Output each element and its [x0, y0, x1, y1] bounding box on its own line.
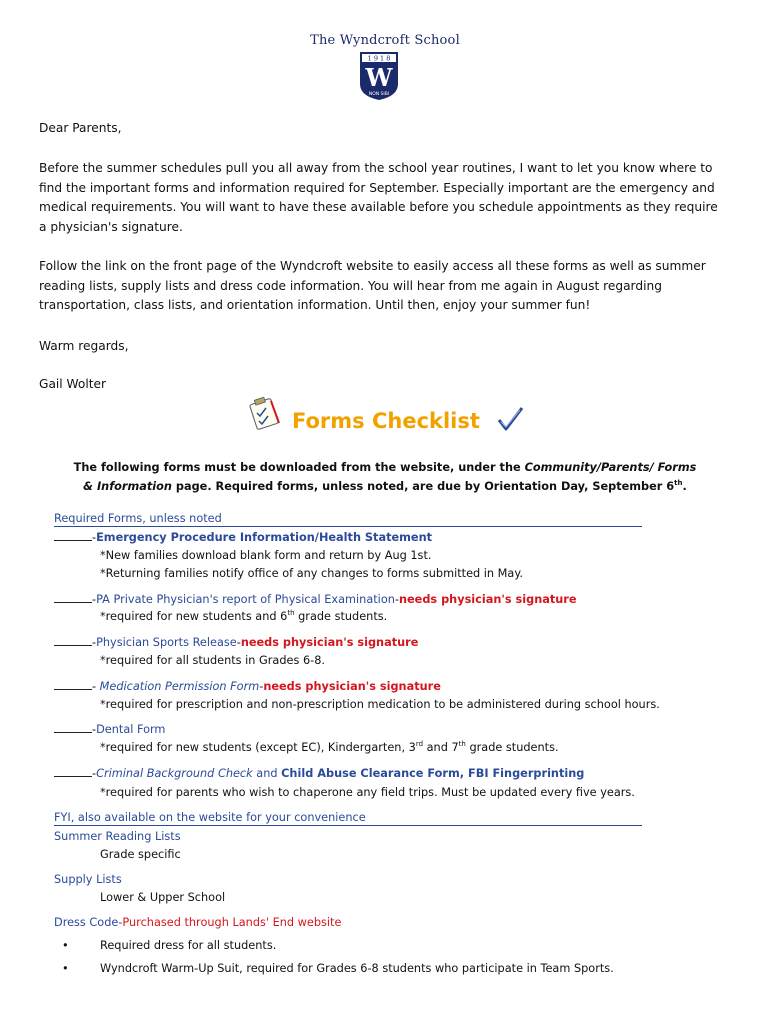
paragraph-1: Before the summer schedules pull you all away from the school year routines, I want to let you know where to find the important forms and information required for September. Especially important are the emergency and medical requirements. You will want to have these available before you schedule appointments as they require a physician's signature.	[39, 161, 718, 234]
form-item-medication: - Medication Permission Form-needs physician's signature	[54, 679, 441, 694]
dress-item: Required dress for all students.	[100, 939, 277, 952]
supply-lists-title: Supply Lists	[54, 873, 122, 886]
checkbox-blank[interactable]	[54, 766, 92, 777]
checkbox-blank[interactable]	[54, 722, 92, 733]
required-forms-heading: Required Forms, unless noted	[54, 511, 642, 527]
form-note: *required for new students and 6th grade students.	[100, 609, 388, 623]
school-crest-logo	[358, 50, 400, 102]
summer-reading-note: Grade specific	[100, 848, 181, 861]
checkbox-blank[interactable]	[54, 635, 92, 646]
clipboard-icon	[243, 395, 283, 431]
bullet-icon: •	[62, 962, 69, 975]
checkbox-blank[interactable]	[54, 530, 92, 541]
form-item-dental: -Dental Form	[54, 722, 165, 737]
bullet-icon: •	[62, 939, 69, 952]
checkbox-blank[interactable]	[54, 679, 92, 690]
form-note: *required for prescription and non-prescription medication to be administered during school hours.	[100, 698, 660, 711]
dress-item: Wyndcroft Warm-Up Suit, required for Grades 6-8 students who participate in Team Sports.	[100, 962, 614, 975]
summer-reading-title: Summer Reading Lists	[54, 830, 181, 843]
crest-motto: NON SIBI	[368, 92, 390, 97]
dress-code-title: Dress Code-Purchased through Lands' End website	[54, 916, 342, 929]
form-note: *required for all students in Grades 6-8.	[100, 654, 325, 667]
school-name: The Wyndcroft School	[310, 33, 460, 48]
crest-letter: W	[365, 63, 393, 92]
form-item-sports: -Physician Sports Release-needs physician's signature	[54, 635, 418, 650]
form-note: *required for new students (except EC), Kindergarten, 3rd and 7th grade students.	[100, 740, 559, 754]
paragraph-2: Follow the link on the front page of the Wyndcroft website to easily access all these forms as well as summer reading lists, supply lists and dress code information. You will hear from me again in August regarding transportation, class lists, and orientation information. Until then, enjoy your summer fun!	[39, 259, 706, 312]
checkmark-icon	[496, 405, 524, 433]
checklist-intro: The following forms must be downloaded from the website, under the Community/Parents/ Forms & Information page. Required forms, unless noted, are due by Orientation Day, September 6th.	[73, 461, 697, 493]
checkbox-blank[interactable]	[54, 592, 92, 603]
form-note: *New families download blank form and return by Aug 1st.	[100, 549, 432, 562]
crest-year: 1 9 1 8	[367, 54, 391, 63]
form-note: *Returning families notify office of any changes to forms submitted in May.	[100, 567, 524, 580]
form-item-criminal-check: -Criminal Background Check and Child Abuse Clearance Form, FBI Fingerprinting	[54, 766, 584, 781]
closing: Warm regards,	[39, 339, 129, 353]
form-item-emergency: -Emergency Procedure Information/Health Statement	[54, 530, 432, 545]
form-note: *required for parents who wish to chaperone any field trips. Must be updated every five years.	[100, 786, 635, 799]
signature: Gail Wolter	[39, 377, 107, 391]
supply-lists-note: Lower & Upper School	[100, 891, 226, 904]
fyi-heading: FYI, also available on the website for your convenience	[54, 810, 642, 826]
form-item-physical: -PA Private Physician's report of Physical Examination-needs physician's signature	[54, 592, 577, 607]
checklist-title: Forms Checklist	[292, 409, 480, 433]
greeting: Dear Parents,	[39, 121, 122, 135]
